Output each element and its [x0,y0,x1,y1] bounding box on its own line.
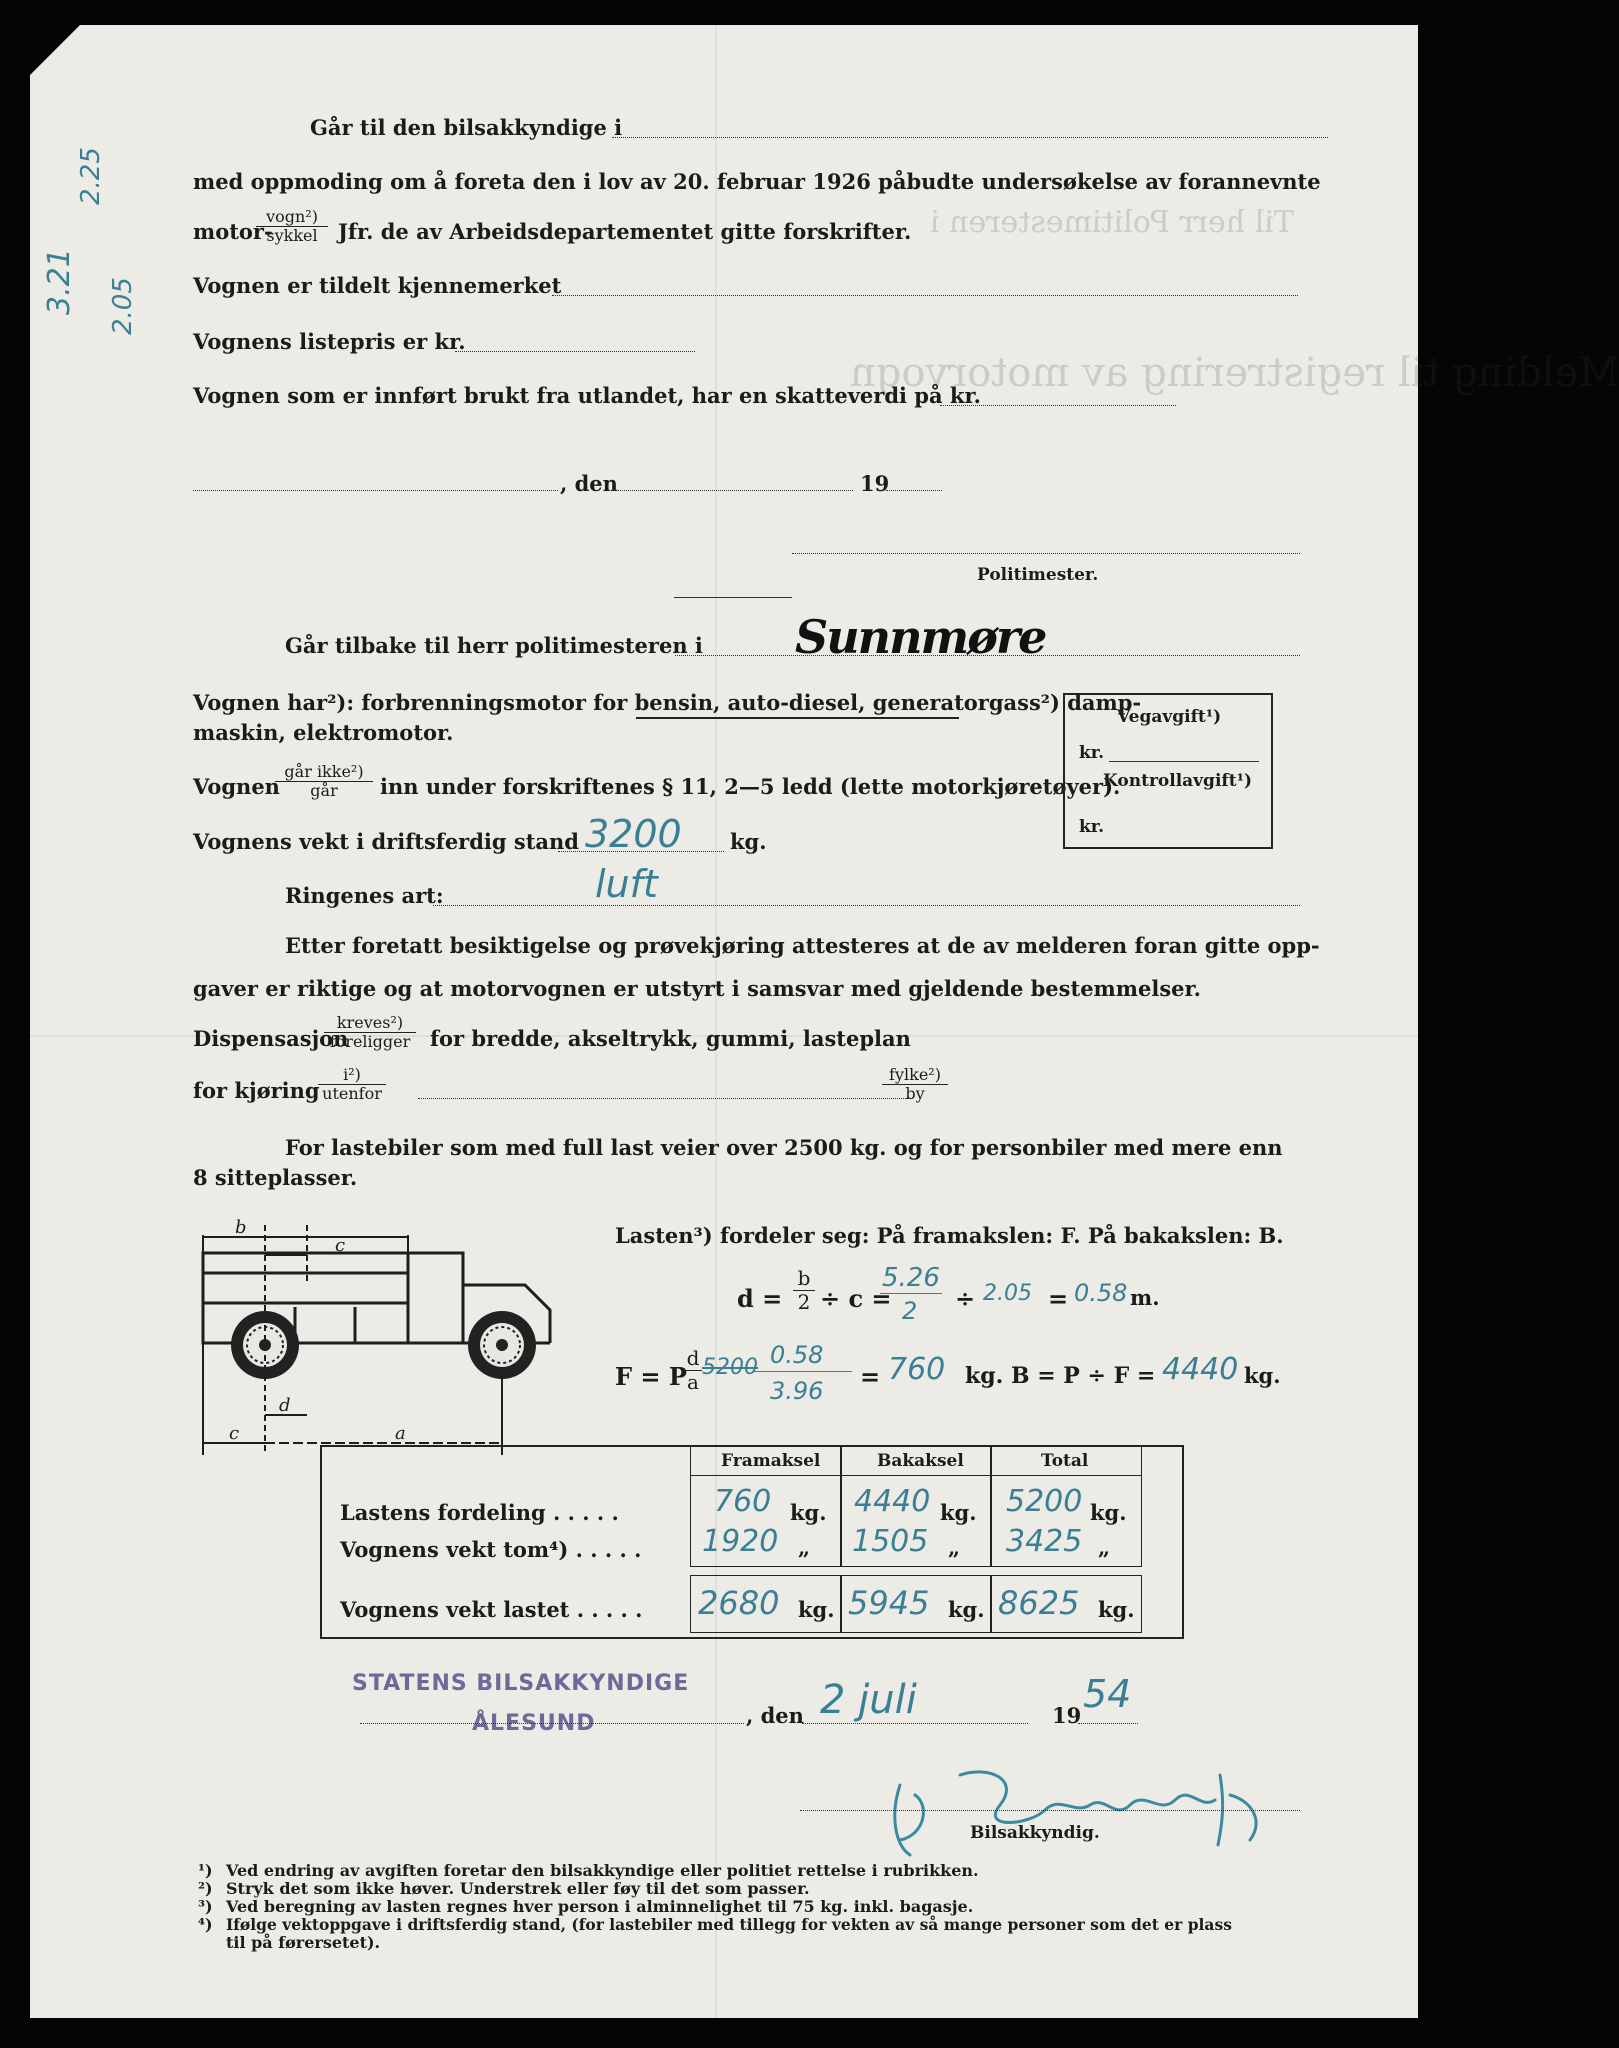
truck-diagram [195,1215,625,1455]
handwritten-signature [870,1765,1280,1865]
truck-rule-line-2: 8 sitteplasser. [193,1165,358,1190]
motor-type-line-2: maskin, elektromotor. [193,720,454,745]
underline-diesel-generator [636,717,959,719]
cell-value: 1920 [702,1524,779,1559]
fraction-denominator: foreligger [329,1032,411,1052]
date-field [613,490,853,491]
front-wheel [468,1311,536,1379]
hw-value-526: 5.26 [882,1263,940,1293]
bleed-through-text: Til herr Politimesteren i [930,205,1294,240]
formula-kg: kg. [1244,1363,1281,1388]
list-price-label: Vognens listepris er kr. [193,329,466,354]
fraction-numerator: går ikke²) [275,763,373,782]
year-field [886,490,942,491]
registration-label: Vognen er tildelt kjennemerket [193,273,562,298]
footnote-text: Ved beregning av lasten regnes hver person i alminnelighet til 75 kg. inkl. bagasje. [226,1897,974,1916]
police-signature-field [792,553,1300,554]
expert-location-field [612,137,1328,138]
handwritten-district: Sunnmøre [795,610,1046,664]
import-value-field [940,405,1176,406]
formula-d-over-a [684,1347,702,1394]
footnote-text: til på førersetet). [226,1933,381,1952]
control-fee-label: Kontrollavgift¹) [1103,771,1253,791]
fraction-denominator: 2 [797,1290,811,1314]
cell-unit: kg. [948,1597,985,1622]
dispensation-text: for bredde, akseltrykk, gummi, lasteplan [430,1026,911,1051]
cell-unit: kg. [790,1500,827,1525]
import-value-label: Vognen som er innført brukt fra utlandet, har en skatteverdi på kr. [193,383,981,408]
hw-value-2: 2 [902,1297,918,1325]
tyre-type-label: Ringenes art: [285,883,444,908]
signing-year-field [1078,1723,1138,1724]
tyre-type-field [433,905,1300,906]
cell-value: 5945 [848,1584,930,1622]
road-tax-label: Vegavgift¹) [1117,707,1222,727]
footnote-marker: ⁴) [198,1915,213,1934]
handwritten-year: 54 [1083,1672,1132,1716]
formula-equals-2: = [860,1362,881,1391]
return-to-police-label: Går tilbake til herr politimesteren i [285,633,703,658]
road-tax-currency: kr. [1079,743,1105,763]
signing-date-label: , den [746,1703,804,1728]
fold-line-vertical [715,25,717,2018]
attestation-line-2: gaver er riktige og at motorvognen er utstyrt i samsvar med gjeldende bestemmelser. [193,976,1201,1001]
fraction-numerator: kreves²) [324,1014,416,1033]
hw-value-760: 760 [888,1352,946,1387]
hw-value-396: 3.96 [770,1377,824,1405]
hw-fraction-bar [752,1371,852,1372]
light-vehicle-text: inn under forskriftenes § 11, 2—5 ledd (lette motorkjøretøyer). [380,774,1121,799]
date-label: , den [560,471,618,496]
header-rear-axle [840,1447,992,1476]
curb-weight-label: Vognens vekt i driftsferdig stand [193,829,579,854]
section-divider [674,597,792,598]
label-d: d [279,1395,291,1416]
fraction-denominator: sykkel [266,226,318,246]
formula-meters: m. [1130,1285,1160,1310]
cell-value: 4440 [854,1484,931,1519]
cell-unit: „ [1098,1535,1111,1560]
county-field [418,1098,910,1099]
fraction-denominator: utenfor [322,1084,382,1104]
formula-F: F = P [615,1362,687,1391]
header-total-text: Total [1041,1451,1089,1471]
label-c-bottom: c [229,1423,240,1444]
cell-unit: kg. [940,1500,977,1525]
motor-type-line: Vognen har²): forbrenningsmotor for bensin, auto-diesel, generatorgass²) damp- [193,690,1142,715]
police-chief-caption: Politimester. [977,565,1099,585]
fraction-denominator: a [687,1370,699,1394]
cell-value: 760 [714,1484,772,1519]
expert-signature-field [800,1810,1300,1811]
label-c: c [335,1235,346,1256]
fraction-numerator: fylke²) [882,1066,948,1085]
attestation-line-1: Etter foretatt besiktigelse og prøvekjøring attesteres at de av melderen foran gitte opp- [285,933,1320,958]
frame-lines [295,1307,355,1343]
cell-unit: kg. [798,1597,835,1622]
motor-type-fraction [256,208,328,246]
formula-d: d = [737,1284,783,1313]
county-fraction [882,1066,948,1104]
fraction-numerator: vogn²) [256,208,328,227]
curb-weight-value: 3200 [585,812,682,856]
place-field [193,490,558,491]
header-total [990,1447,1142,1476]
cell-unit: „ [948,1535,961,1560]
cell-value: 8625 [998,1584,1080,1622]
footnote-marker: ¹) [198,1861,213,1880]
footnote-marker: ²) [198,1879,213,1898]
fraction-numerator: i²) [318,1066,386,1085]
hw-fraction-bar [880,1293,942,1294]
driving-fraction [318,1066,386,1104]
bleed-through-heading: Melding til registrering av motorvogn [850,350,1619,396]
cargo-box [203,1253,408,1303]
fraction-numerator: b [793,1267,815,1291]
handwritten-date: 2 juli [820,1677,917,1723]
dispensation-label: Dispensasjon [193,1026,349,1051]
hw-value-4440: 4440 [1162,1352,1239,1387]
fraction-denominator: går [310,781,338,801]
motor-prefix: motor- [193,219,273,244]
signing-date-field [802,1723,1028,1724]
footnote-text: Ved endring av avgiften foretar den bilsakkyndige eller politiet rettelse i rubrikken. [226,1861,979,1880]
hw-value-058: 0.58 [1074,1279,1128,1307]
curb-weight-unit: kg. [730,829,767,854]
formula-minus: ÷ [955,1284,976,1313]
road-tax-field [1109,761,1259,762]
request-text: med oppmoding om å foreta den i lov av 20. februar 1926 påbudte undersøkelse av forannevnte [193,169,1321,194]
weight-table [320,1445,1184,1639]
formula-b-over-2 [793,1267,815,1314]
signing-year-prefix: 19 [1052,1703,1082,1728]
document-page [30,25,1619,2018]
row-label: Vognens vekt lastet . . . . . [340,1597,643,1622]
formula-B: kg. B = P ÷ F = [965,1363,1156,1389]
official-stamp-line-1: STATENS BILSAKKYNDIGE [352,1671,690,1696]
cell-value: 3425 [1006,1524,1083,1559]
footnote-marker: ³) [198,1897,213,1916]
label-a: a [395,1423,406,1444]
footnote-text: Stryk det som ikke høver. Understrek eller føy til det som passer. [226,1879,810,1898]
load-distribution-text: Lasten³) fordeler seg: På framakslen: F. På bakakslen: B. [615,1223,1284,1248]
truck-rule-line-1: For lastebiler som med full last veier over 2500 kg. og for personbiler med mere enn [285,1135,1283,1160]
label-b: b [235,1217,247,1238]
cell-value: 2680 [698,1584,780,1622]
formula-equals: = [1048,1284,1069,1313]
hw-value-205: 2.05 [983,1281,1032,1306]
year-prefix: 19 [860,471,890,496]
cell-unit: kg. [1090,1500,1127,1525]
vehicle-label: Vognen [193,774,280,799]
official-stamp-line-2: ÅLESUND [472,1711,596,1736]
cell-value: 5200 [1006,1484,1083,1519]
cell-unit: „ [798,1535,811,1560]
cargo-box-side [203,1273,408,1303]
tyre-type-value: luft [595,862,658,906]
regulations-text: Jfr. de av Arbeidsdepartementet gitte forskrifter. [338,219,912,244]
forward-to-expert-label: Går til den bilsakkyndige i [310,115,623,140]
margin-note: 2.05 [108,277,138,335]
hw-value-5200: 5200 [702,1355,758,1380]
driving-label: for kjøring [193,1078,320,1103]
light-vehicle-fraction [275,763,373,801]
cell-value: 1505 [852,1524,929,1559]
header-rear-axle-text: Bakaksel [877,1451,964,1471]
fraction-denominator: by [905,1084,925,1104]
control-fee-currency: kr. [1079,817,1105,837]
dispensation-fraction [324,1014,416,1052]
hw-value-058b: 0.58 [770,1341,824,1369]
cab [408,1253,463,1343]
stamp-place-field [360,1723,744,1724]
row-label: Lastens fordeling . . . . . [340,1500,619,1525]
footnote-text: Ifølge vektoppgave i driftsferdig stand, (for lastebiler med tillegg for vekten av så mange personer som det er plass [226,1915,1232,1934]
fees-box [1063,693,1273,849]
fraction-numerator: d [684,1347,702,1371]
header-front-axle [690,1447,842,1476]
margin-note: 2.25 [76,147,106,205]
registration-field [552,295,1298,296]
formula-minus-c: ÷ c = [820,1284,892,1313]
list-price-field [455,351,695,352]
margin-note: 3.21 [42,248,77,315]
header-front-axle-text: Framaksel [721,1451,821,1471]
cell-unit: kg. [1098,1597,1135,1622]
expert-caption: Bilsakkyndig. [970,1823,1100,1843]
row-label: Vognens vekt tom⁴) . . . . . [340,1537,642,1562]
